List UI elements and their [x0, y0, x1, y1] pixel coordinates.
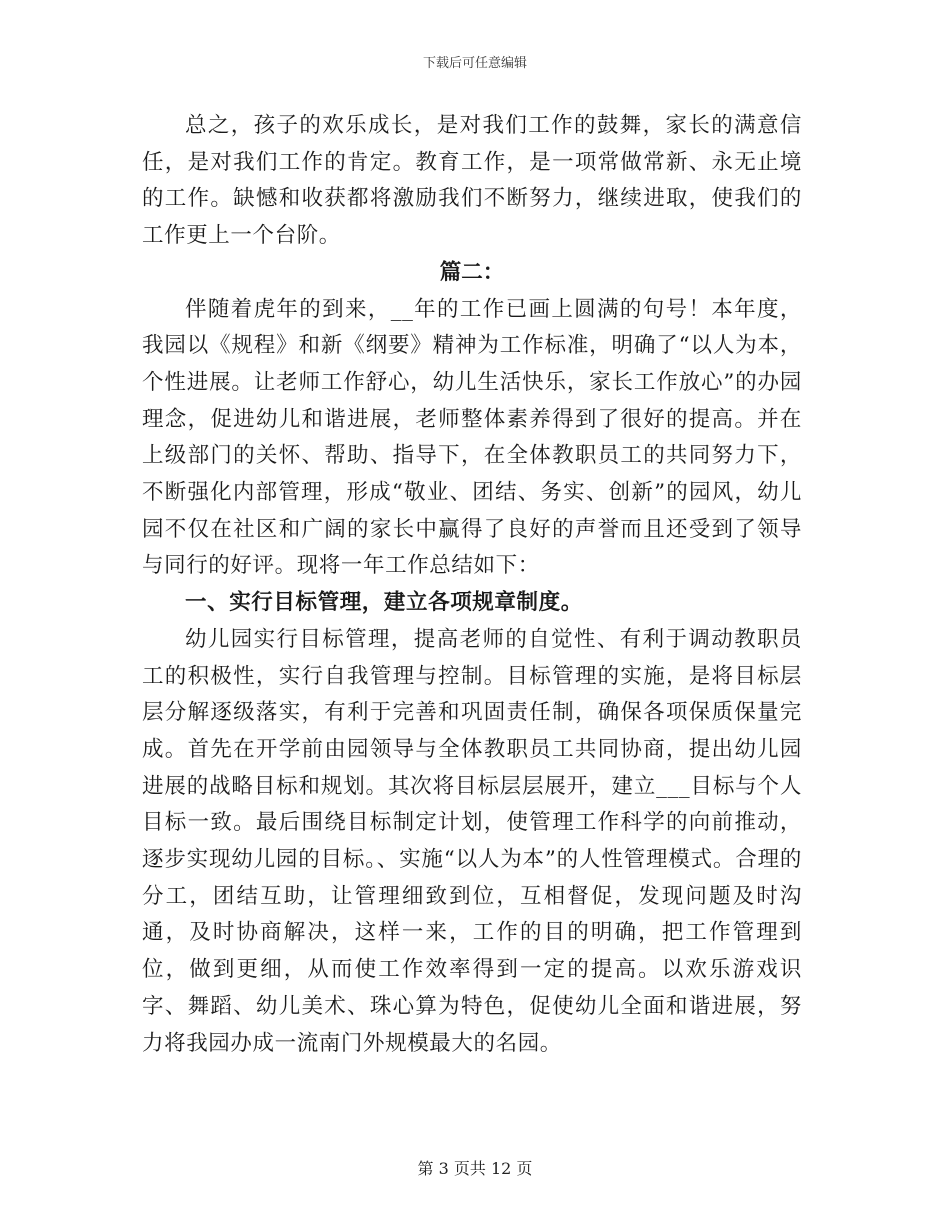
paragraph-goal-management: 幼儿园实行目标管理，提高老师的自觉性、有利于调动教职员工的积极性，实行自我管理与控制。目标管理的实施，是将目标层层分解逐级落实，有利于完善和巩固责任制，确保各项保质保量完成。首先在开学前由园领导与全体教职员工共同协商，提出幼儿园进展的战略目标和规划。其次将目标层层展开，建立___目标与个人目标一致。最后围绕目标制定计划，使管理工作科学的向前推动，逐步实现幼儿园的目标。、实施“以人为本”的人性管理模式。合理的分工，团结互助，让管理细致到位，互相督促，发现问题及时沟通，及时协商解决，这样一来，工作的目的明确，把工作管理到位，做到更细，从而使工作效率得到一定的提高。以欢乐游戏识字、舞蹈、幼儿美术、珠心算为特色，促使幼儿全面和谐进展，努力将我园办成一流南门外规模最大的名园。	[142, 626, 802, 1056]
document-body	[142, 108, 802, 1062]
section-title: 篇二：	[439, 259, 505, 285]
paragraph-conclusion: 总之，孩子的欢乐成长，是对我们工作的鼓舞，家长的满意信任，是对我们工作的肯定。教育工作，是一项常做常新、永无止境的工作。缺憾和收获都将激励我们不断努力，继续进取，使我们的工作更上一个台阶。	[142, 113, 802, 249]
page-header: 下载后可任意编辑	[422, 56, 527, 71]
paragraph-intro: 伴随着虎年的到来，__年的工作已画上圆满的句号！本年度，我园以《规程》和新《纲要》精神为工作标准，明确了“以人为本，个性进展。让老师工作舒心，幼儿生活快乐，家长工作放心”的办园理念，促进幼儿和谐进展，老师整体素养得到了很好的提高。并在上级部门的关怀、帮助、指导下，在全体教职员工的共同努力下，不断强化内部管理，形成“敬业、团结、务实、创新”的园风，幼儿园不仅在社区和广阔的家长中赢得了良好的声誉而且还受到了领导与同行的好评。现将一年工作总结如下：	[142, 296, 802, 579]
page-number: 第 3 页共 12 页	[417, 1159, 533, 1178]
section-heading: 一、实行目标管理，建立各项规章制度。	[185, 590, 583, 616]
